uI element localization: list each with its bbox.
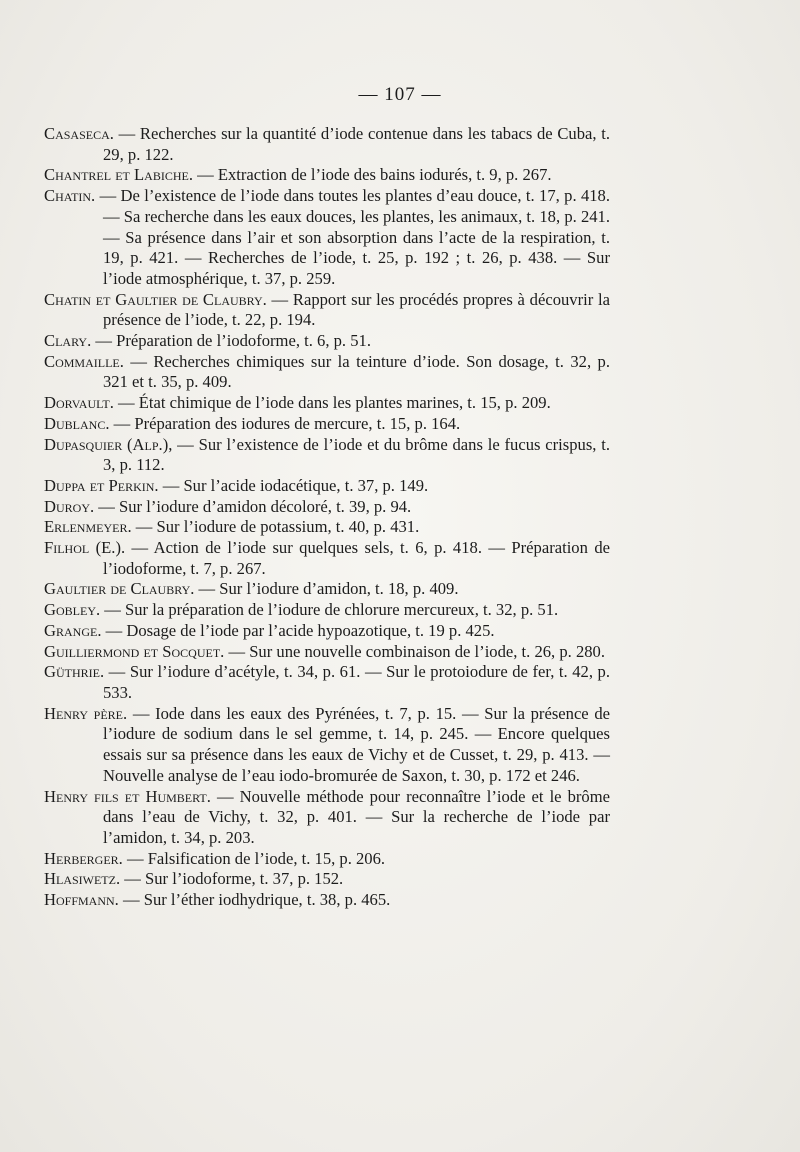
bibliography-entry (44, 414, 610, 435)
entry-author: Gaultier de Claubry. (44, 579, 195, 599)
entry-author: Guilliermond et Socquet. (44, 641, 225, 661)
entry-author: Henry père. (44, 703, 128, 723)
bibliography-entry (44, 642, 610, 663)
bibliography-entry (44, 352, 610, 393)
bibliography-entry (44, 538, 610, 579)
entry-text: — Sur l’iodure de potassium, t. 40, p. 431. (131, 517, 420, 537)
entry-text: — Extraction de l’iode des bains iodurés, t. 9, p. 267. (192, 165, 552, 185)
entry-text: — Sur l’iodoforme, t. 37, p. 152. (120, 869, 344, 889)
entry-text: — Préparation des iodures de mercure, t. 15, p. 164. (109, 413, 461, 433)
entry-text: — Recherches chimiques sur la teinture d’iode. Son dosage, t. 32, p. 321 et t. 35, p. 409. (103, 351, 610, 392)
bibliography-entry (44, 186, 610, 290)
bibliography-entry (44, 662, 610, 703)
entry-text: — Recherches sur la quantité d’iode contenue dans les tabacs de Cuba, t. 29, p. 122. (103, 124, 610, 164)
bibliography-entry (44, 497, 610, 518)
entry-author: Gobley. (44, 600, 101, 620)
bibliography-entry (44, 890, 610, 911)
entry-author: Grange. (44, 620, 102, 640)
bibliography-entry (44, 849, 610, 870)
entry-author: Hlasiwetz. (44, 869, 121, 889)
bibliography-entry (44, 476, 610, 497)
entry-author: Clary. (44, 331, 92, 351)
bibliography-entry (44, 290, 610, 331)
entry-author: Duroy. (44, 496, 95, 516)
entry-author: Filhol (E.). (44, 538, 126, 558)
entry-text: — De l’existence de l’iode dans toutes les plantes d’eau douce, t. 17, p. 418. — Sa recherche dans les eaux douces, les plantes, les animaux, t. 18, p. 241. — Sa présence dans l’air et son absorption dans l’acte de la respiration, t. 19, p. 421. — Recherches de l’iode, t. 25, p. 192 ; t. 26, p. 438. — Sur l’iode atmosphérique, t. 37, p. 259. (95, 186, 610, 288)
entry-text: — Sur l’iodure d’amidon, t. 18, p. 409. (194, 579, 459, 599)
entry-text: — État chimique de l’iode dans les plantes marines, t. 15, p. 209. (113, 393, 551, 413)
bibliography-entry (44, 704, 610, 787)
bibliography-entry (44, 393, 610, 414)
bibliography-entry (44, 621, 610, 642)
entry-text: — Iode dans les eaux des Pyrénées, t. 7, p. 15. — Sur la présence de l’iodure de sodium dans le sel gemme, t. 14, p. 245. — Encore quelques essais sur sa présence dans les eaux de Vichy et de Cusset, t. 29, p. 413. — Nouvelle analyse de l’eau iodo-bromurée de Saxon, t. 30, p. 172 et 246. (103, 703, 611, 785)
entry-author: Duppa et Perkin. (44, 475, 159, 495)
entry-text: — Sur l’iodure d’amidon décoloré, t. 39, p. 94. (94, 496, 412, 516)
entry-text: — Sur la préparation de l’iodure de chlorure mercureux, t. 32, p. 51. (100, 600, 559, 620)
entry-author: Dupasquier (Alp.), (44, 434, 173, 454)
entry-text: — Nouvelle méthode pour reconnaître l’iode et le brôme dans l’eau de Vichy, t. 32, p. 401. — Sur la recherche de l’iode par l’amidon, t. 34, p. 203. (103, 786, 610, 847)
entry-text: — Action de l’iode sur quelques sels, t. 6, p. 418. — Préparation de l’iodoforme, t. 7, p. 267. (103, 538, 610, 578)
page-number: — 107 — (358, 84, 442, 105)
entry-text: — Sur l’iodure d’acétyle, t. 34, p. 61. — Sur le protoiodure de fer, t. 42, p. 533. (103, 662, 610, 702)
entry-author: Chatin et Gaultier de Claubry. (44, 289, 267, 309)
entry-text: — Rapport sur les procédés propres à découvrir la présence de l’iode, t. 22, p. 194. (103, 289, 610, 330)
bibliography-entry (44, 787, 610, 849)
bibliography-entry (44, 869, 610, 890)
entry-text: — Dosage de l’iode par l’acide hypoazotique, t. 19 p. 425. (101, 620, 495, 640)
entry-author: Casaseca. (44, 124, 114, 143)
entry-author: Dorvault. (44, 393, 114, 413)
entry-text: — Falsification de l’iode, t. 15, p. 206. (122, 848, 386, 868)
bibliography-entry (44, 517, 610, 538)
entry-author: Chatin. (44, 186, 96, 206)
entry-author: Dublanc. (44, 413, 110, 433)
entry-author: Herberger. (44, 848, 123, 868)
entry-author: Henry fils et Humbert. (44, 786, 211, 806)
bibliography-entry (44, 579, 610, 600)
entry-author: Chantrel et Labiche. (44, 165, 193, 185)
entry-author: Commaille. (44, 351, 124, 371)
bibliography-entry (44, 435, 610, 476)
entry-author: Hoffmann. (44, 890, 119, 910)
bibliography-entry (44, 600, 610, 621)
entry-text: — Sur l’existence de l’iode et du brôme dans le fucus crispus, t. 3, p. 112. (103, 434, 610, 475)
entry-text: — Sur une nouvelle combinaison de l’iode, t. 26, p. 280. (224, 641, 605, 661)
bibliography-entry (44, 165, 610, 186)
bibliography-entry (44, 124, 610, 165)
entry-text: — Préparation de l’iodoforme, t. 6, p. 51. (91, 331, 371, 351)
entry-text: — Sur l’acide iodacétique, t. 37, p. 149. (158, 475, 429, 495)
bibliography-list (44, 124, 610, 911)
entry-text: — Sur l’éther iodhydrique, t. 38, p. 465. (118, 890, 391, 910)
entry-author: Güthrie. (44, 662, 105, 682)
entry-author: Erlenmeyer. (44, 517, 132, 537)
bibliography-entry (44, 331, 610, 352)
